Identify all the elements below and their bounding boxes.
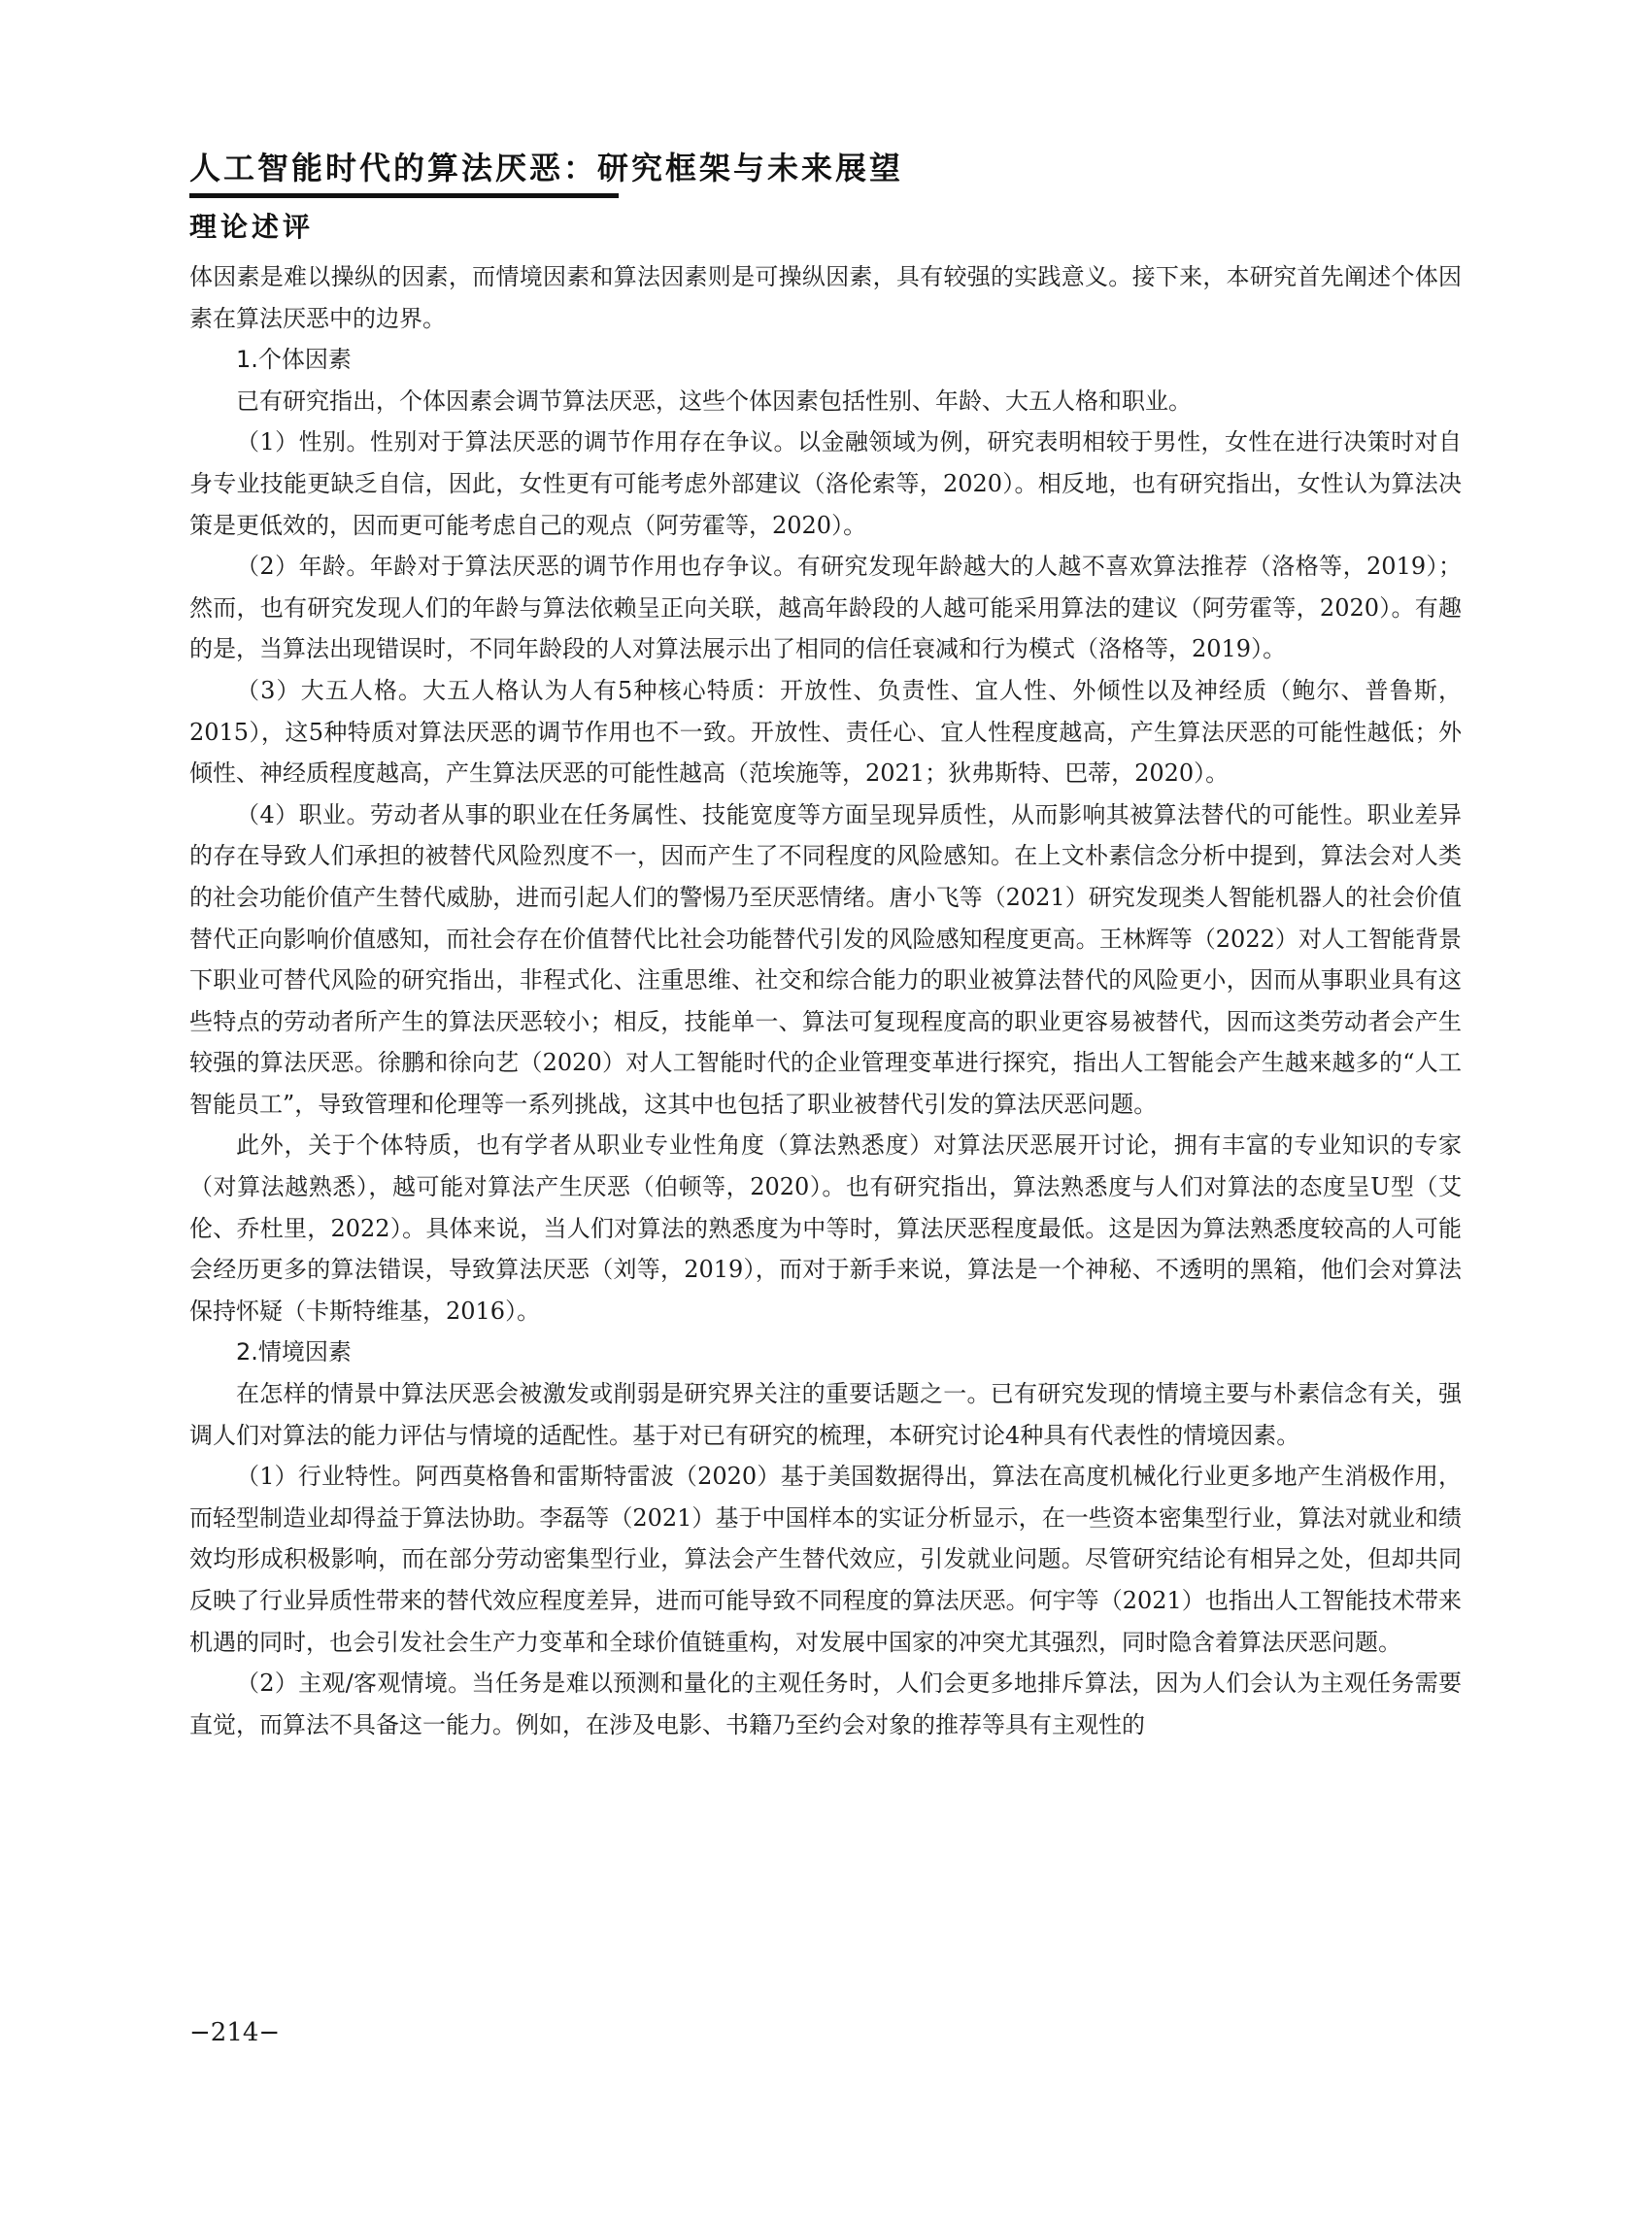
header-rule <box>189 193 619 198</box>
paragraph-intro-individual: 已有研究指出，个体因素会调节算法厌恶，这些个体因素包括性别、年龄、大五人格和职业。 <box>236 387 1192 415</box>
paragraph-intro-situational: 在怎样的情景中算法厌恶会被激发或削弱是研究界关注的重要话题之一。已有研究发现的情境主要与朴素信念有关，强调人们对算法的能力评估与情境的适配性。基于对已有研究的梳理，本研究讨论4种具有代表性的情境因素。 <box>189 1380 1462 1449</box>
subheading-individual-factors: 1.个体因素 <box>236 346 352 374</box>
subheading-situational-factors: 2.情境因素 <box>236 1338 352 1366</box>
paragraph-age: （2）年龄。年龄对于算法厌恶的调节作用也存争议。有研究发现年龄越大的人越不喜欢算法推荐（洛格等，2019）；然而，也有研究发现人们的年龄与算法依赖呈正向关联，越高年龄段的人越可能采用算法的建议（阿劳霍等，2020）。有趣的是，当算法出现错误时，不同年龄段的人对算法展示出了相同的信任衰减和行为模式（洛格等，2019）。 <box>189 553 1462 663</box>
paragraph-continued: 体因素是难以操纵的因素，而情境因素和算法因素则是可操纵因素，具有较强的实践意义。接下来，本研究首先阐述个体因素在算法厌恶中的边界。 <box>189 263 1462 332</box>
paragraph-big-five: （3）大五人格。大五人格认为人有5种核心特质：开放性、负责性、宜人性、外倾性以及神经质（鲍尔、普鲁斯，2015），这5种特质对算法厌恶的调节作用也不一致。开放性、责任心、宜人性程度越高，产生算法厌恶的可能性越低；外倾性、神经质程度越高，产生算法厌恶的可能性越高（范埃施等，2021；狄弗斯特、巴蒂，2020）。 <box>189 676 1463 788</box>
page-number: −214− <box>189 2018 281 2047</box>
paragraph-industry: （1）行业特性。阿西莫格鲁和雷斯特雷波（2020）基于美国数据得出，算法在高度机械化行业更多地产生消极作用，而轻型制造业却得益于算法协助。李磊等（2021）基于中国样本的实证分析显示，在一些资本密集型行业，算法对就业和绩效均形成积极影响，而在部分劳动密集型行业，算法会产生替代效应，引发就业问题。尽管研究结论有相异之处，但却共同反映了行业异质性带来的替代效应程度差异，进而可能导致不同程度的算法厌恶。何宇等（2021）也指出人工智能技术带来机遇的同时，也会引发社会生产力变革和全球价值链重构，对发展中国家的冲突尤其强烈，同时隐含着算法厌恶问题。 <box>189 1463 1462 1656</box>
paragraph-subjective-objective: （2）主观/客观情境。当任务是难以预测和量化的主观任务时，人们会更多地排斥算法，因为人们会认为主观任务需要直觉，而算法不具备这一能力。例如，在涉及电影、书籍乃至约会对象的推荐等具有主观性的 <box>189 1670 1462 1738</box>
paragraph-occupation: （4）职业。劳动者从事的职业在任务属性、技能宽度等方面呈现异质性，从而影响其被算法替代的可能性。职业差异的存在导致人们承担的被替代风险烈度不一，因而产生了不同程度的风险感知。在上文朴素信念分析中提到，算法会对人类的社会功能价值产生替代威胁，进而引起人们的警惕乃至厌恶情绪。唐小飞等（2021）研究发现类人智能机器人的社会价值替代正向影响价值感知，而社会存在价值替代比社会功能替代引发的风险感知程度更高。王林辉等（2022）对人工智能背景下职业可替代风险的研究指出，非程式化、注重思维、社交和综合能力的职业被算法替代的风险更小，因而从事职业具有这些特点的劳动者所产生的算法厌恶较小；相反，技能单一、算法可复现程度高的职业更容易被替代，因而这类劳动者会产生较强的算法厌恶。徐鹏和徐向艺（2020）对人工智能时代的企业管理变革进行探究，指出人工智能会产生越来越多的“人工智能员工”，导致管理和伦理等一系列挑战，这其中也包括了职业被替代引发的算法厌恶问题。 <box>189 800 1462 1118</box>
paragraph-gender: （1）性别。性别对于算法厌恶的调节作用存在争议。以金融领域为例，研究表明相较于男性，女性在进行决策时对自身专业技能更缺乏自信，因此，女性更有可能考虑外部建议（洛伦索等，2020）。相反地，也有研究指出，女性认为算法决策是更低效的，因而更可能考虑自己的观点（阿劳霍等，2020）。 <box>189 428 1462 539</box>
section-label: 理论述评 <box>189 211 315 243</box>
running-title: 人工智能时代的算法厌恶：研究框架与未来展望 <box>189 150 904 186</box>
article-body <box>189 256 1462 1745</box>
paragraph-expertise: 此外，关于个体特质，也有学者从职业专业性角度（算法熟悉度）对算法厌恶展开讨论，拥有丰富的专业知识的专家（对算法越熟悉），越可能对算法产生厌恶（伯顿等，2020）。也有研究指出，算法熟悉度与人们对算法的态度呈U型（艾伦、乔杜里，2022）。具体来说，当人们对算法的熟悉度为中等时，算法厌恶程度最低。这是因为算法熟悉度较高的人可能会经历更多的算法错误，导致算法厌恶（刘等，2019），而对于新手来说，算法是一个神秘、不透明的黑箱，他们会对算法保持怀疑（卡斯特维基，2016）。 <box>189 1131 1462 1325</box>
